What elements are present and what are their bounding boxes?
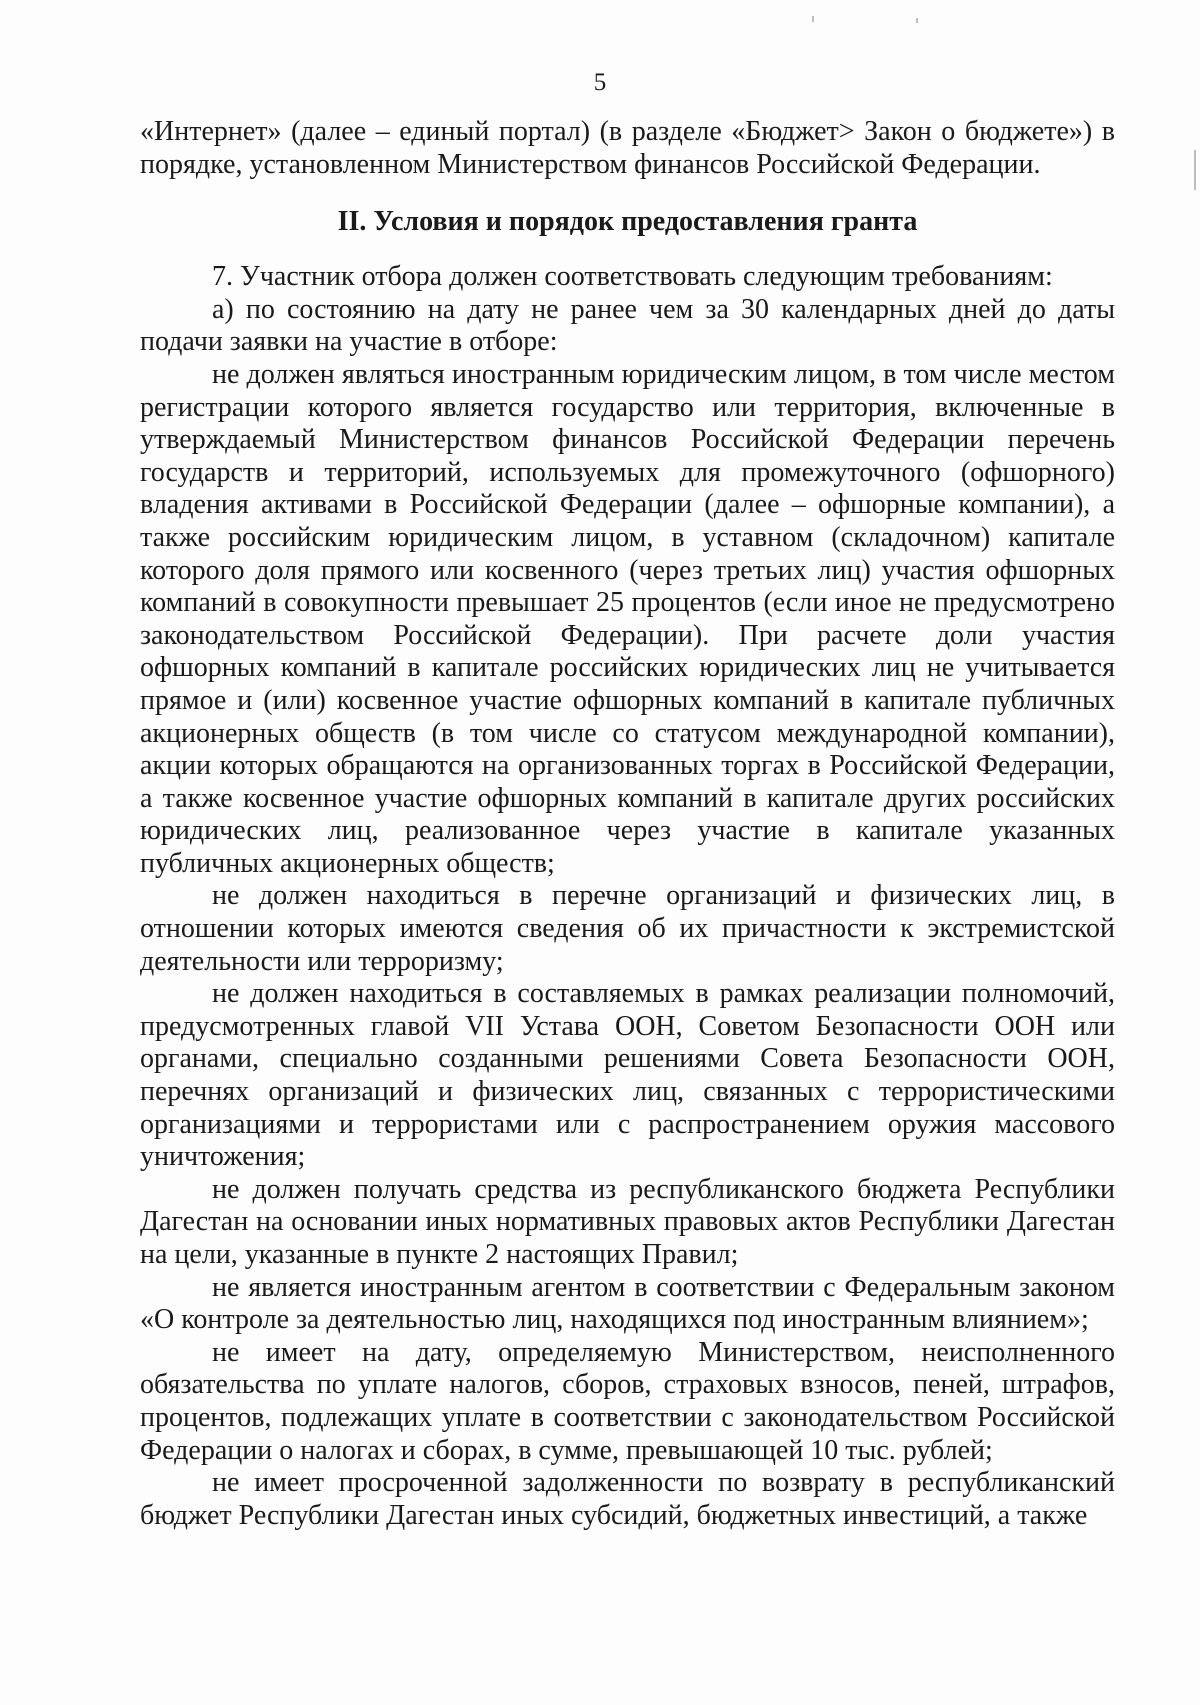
paragraph-offshore: не должен являться иностранным юридическим лицом, в том числе местом регистрации которого является государство или территория, включенные в утверждаемый Министерством финансов Российской Федерации перечень государств и территорий, используемых для промежуточного (офшорного) владения активами в Российской Федерации (далее – офшорные компании), а также российским юридическим лицом, в уставном (складочном) капитале которого доля прямого или косвенного (через третьих лиц) участия офшорных компаний в совокупности превышает 25 процентов (если иное не предусмотрено законодательством Российской Федерации). При расчете доли участия офшорных компаний в капитале российских юридических лиц не учитывается прямое и (или) косвенное участие офшорных компаний в капитале публичных акционерных обществ (в том числе со статусом международной компании), акции которых обращаются на организованных торгах в Российской Федерации, а также косвенное участие офшорных компаний в капитале других российских юридических лиц, реализованное через участие в капитале указанных публичных акционерных обществ; — [140, 358, 1115, 879]
section-heading: II. Условия и порядок предоставления гранта — [337, 206, 918, 238]
paragraph-un-lists: не должен находиться в составляемых в рамках реализации полномочий, предусмотренных главой VII Устава ООН, Советом Безопасности ООН или органами, специально созданными решениями Совета Безопасности ООН, перечнях организаций и физических лиц, связанных с террористическими организациями и террористами или с распространением оружия массового уничтожения; — [140, 978, 1115, 1173]
paragraph-foreign-agent: не является иностранным агентом в соответствии с Федеральным законом «О контроле за деятельностью лиц, находящихся под иностранным влиянием»; — [140, 1271, 1115, 1336]
document-body — [140, 116, 1115, 1532]
paragraph-overdue-debt: не имеет просроченной задолженности по возврату в республиканский бюджет Республики Дагестан иных субсидий, бюджетных инвестиций, а также — [140, 1467, 1115, 1531]
scan-artifact — [1194, 150, 1196, 190]
paragraph-extremism-list: не должен находиться в перечне организаций и физических лиц, в отношении которых имеются сведения об их причастности к экстремистской деятельности или терроризму; — [140, 880, 1115, 977]
continuation-paragraph: «Интернет» (далее – единый портал) (в разделе «Бюджет> Закон о бюджете») в порядке, установленном Министерством финансов Российской Федерации. — [140, 116, 1115, 180]
paragraph-budget-funds: не должен получать средства из республиканского бюджета Республики Дагестан на основании иных нормативных правовых актов Республики Дагестан на цели, указанные в пункте 2 настоящих Правил; — [140, 1173, 1115, 1270]
page-number: 5 — [593, 69, 607, 96]
scan-artifact — [812, 16, 814, 22]
paragraph-subitem-a: а) по состоянию на дату не ранее чем за 30 календарных дней до даты подачи заявки на участие в отборе: — [140, 293, 1115, 358]
paragraph-requirements-intro: 7. Участник отбора должен соответствовать следующим требованиям: — [212, 261, 1053, 293]
scan-artifact — [916, 18, 918, 23]
paragraph-tax-obligations: не имеет на дату, определяемую Министерством, неисполненного обязательства по уплате налогов, сборов, страховых взносов, пеней, штрафов, процентов, подлежащих уплате в соответствии с законодательством Российской Федерации о налогах и сборах, в сумме, превышающей 10 тыс. рублей; — [140, 1336, 1115, 1466]
